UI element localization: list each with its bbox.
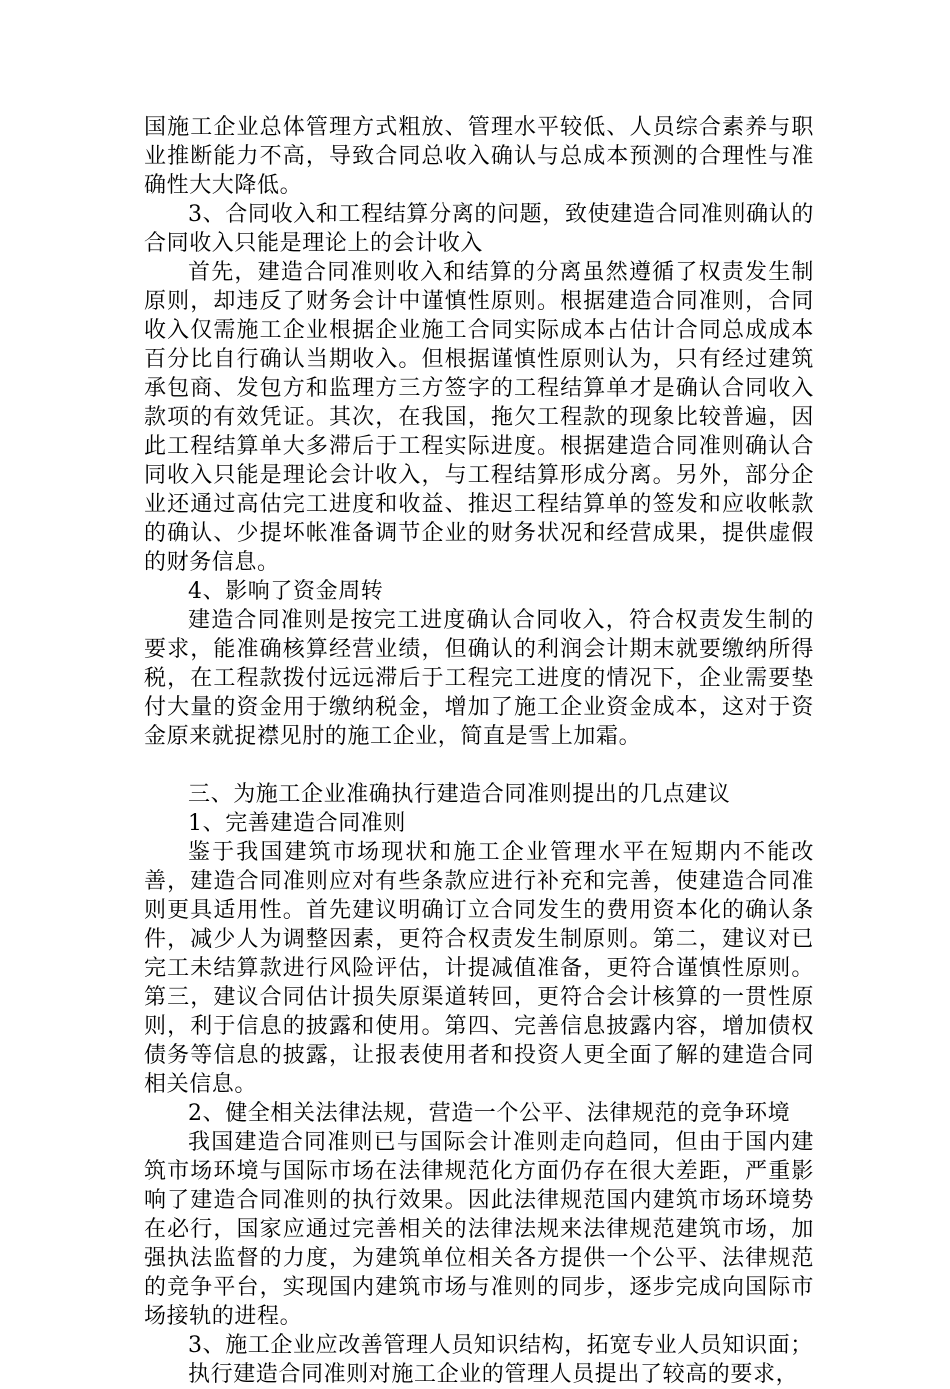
paragraph-revenue-separation: 首先，建造合同准则收入和结算的分离虽然遵循了权责发生制原则，却违反了财务会计中谨慎性原则。根据建造合同准则，合同收入仅需施工企业根据企业施工合同实际成本占估计合同总成成本百分比自行确认当期收入。但根据谨慎性原则认为，只有经过建筑承包商、发包方和监理方三方签字的工程结算单才是确认合同收入款项的有效凭证。其次，在我国，拖欠工程款的现象比较普遍，因此工程结算单大多滞后于工程实际进度。根据建造合同准则确认合同收入只能是理论会计收入，与工程结算形成分离。另外，部分企业还通过高估完工进度和收益、推迟工程结算单的签发和应收帐款的确认、少提坏帐准备调节企业的财务状况和经营成果，提供虚假的财务信息。 <box>144 260 814 575</box>
subheading-3: 3、施工企业应改善管理人员知识结构，拓宽专业人员知识面； <box>188 1333 813 1358</box>
section-heading-3: 3、合同收入和工程结算分离的问题，致使建造合同准则确认的合同收入只能是理论上的会计收入 <box>144 202 814 256</box>
section-heading-4: 4、影响了资金周转 <box>188 579 384 604</box>
chapter-heading-3: 三、为施工企业准确执行建造合同准则提出的几点建议 <box>188 782 731 807</box>
subheading-2: 2、健全相关法律法规，营造一个公平、法律规范的竞争环境 <box>188 1101 791 1126</box>
paragraph-continuation: 国施工企业总体管理方式粗放、管理水平较低、人员综合素养与职业推断能力不高，导致合同总收入确认与总成本预测的合理性与准确性大大降低。 <box>144 115 814 198</box>
paragraph-capital-turnover: 建造合同准则是按完工进度确认合同收入，符合权责发生制的要求，能准确核算经营业绩，但确认的利润会计期末就要缴纳所得税，在工程款拨付远远滞后于工程完工进度的情况下，企业需要垫付大量的资金用于缴纳税金，增加了施工企业资金成本，这对于资金原来就捉襟见肘的施工企业，简直是雪上加霜。 <box>144 608 814 749</box>
subheading-1: 1、完善建造合同准则 <box>188 811 406 836</box>
paragraph-legal-environment: 我国建造合同准则已与国际会计准则走向趋同，但由于国内建筑市场环境与国际市场在法律规范化方面仍存在很大差距，严重影响了建造合同准则的执行效果。因此法律规范国内建筑市场环境势在必行，国家应通过完善相关的法律法规来法律规范建筑市场，加强执法监督的力度，为建筑单位相关各方提供一个公平、法律规范的竞争平台，实现国内建筑市场与准则的同步，逐步完成向国际市场接轨的进程。 <box>144 1130 814 1329</box>
document-body <box>144 113 814 1389</box>
blank-line <box>144 751 814 780</box>
paragraph-staff-requirements: 执行建造合同准则对施工企业的管理人员提出了较高的要求， <box>188 1362 799 1387</box>
paragraph-improve-standard: 鉴于我国建筑市场现状和施工企业管理水平在短期内不能改善，建造合同准则应对有些条款应进行补充和完善，使建造合同准则更具适用性。首先建议明确订立合同发生的费用资本化的确认条件，减少人为调整因素，更符合权责发生制原则。第二，建议对已完工未结算款进行风险评估，计提减值准备，更符合谨慎性原则。第三，建议合同估计损失原渠道转回，更符合会计核算的一贯性原则，利于信息的披露和使用。第四、完善信息披露内容，增加债权债务等信息的披露，让报表使用者和投资人更全面了解的建造合同相关信息。 <box>144 840 814 1097</box>
